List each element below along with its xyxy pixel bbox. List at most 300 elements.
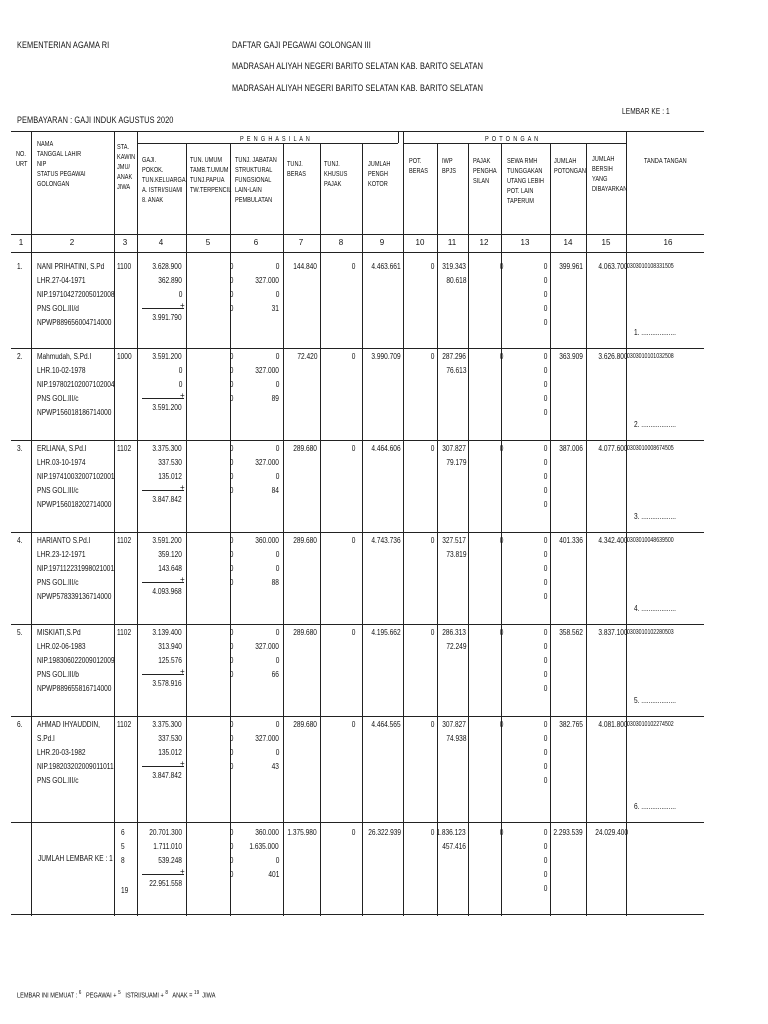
- row-number: 3.: [17, 444, 23, 453]
- table-rule: [468, 143, 469, 916]
- table-rule: [501, 143, 502, 916]
- other-deduction: 0: [543, 828, 547, 837]
- sewa-header-line: TUNGGAKAN: [507, 168, 543, 175]
- position-allowance-item: 0: [275, 262, 279, 271]
- base-salary-item: 20.701.300: [149, 828, 182, 837]
- general-allowance-item: 0: [229, 762, 233, 771]
- base-salary-total: 3.847.842: [152, 495, 182, 504]
- rice-deduction: 0: [430, 536, 434, 545]
- gross-income: 4.464.606: [371, 444, 401, 453]
- table-rule: [320, 143, 321, 916]
- table-rule: [362, 143, 363, 916]
- row-number: 2.: [17, 352, 23, 361]
- general-allowance-item: 0: [229, 748, 233, 757]
- iwp-deduction: 457.416: [442, 842, 466, 851]
- employee-info-line: PNS GOL.III/c: [37, 578, 79, 587]
- position-allowance-item: 401: [268, 870, 279, 879]
- column-number: 13: [520, 238, 530, 247]
- kotor-header-line: KOTOR: [368, 181, 388, 188]
- subtotal-rule: [142, 766, 184, 767]
- table-rule: [11, 440, 704, 441]
- plus-sign: +: [180, 575, 185, 584]
- footer-istri-label: ISTRI/SUAMI +: [125, 992, 164, 1000]
- gross-income: 4.195.662: [371, 628, 401, 637]
- nama-header-line: TANGGAL LAHIR: [37, 151, 82, 158]
- other-deduction: 0: [543, 592, 547, 601]
- footer-jiwa-label: JIWA: [202, 992, 216, 1000]
- no-header-line: NO.: [16, 151, 26, 158]
- other-deduction: 0: [543, 536, 547, 545]
- signature-line: 3. ...................: [634, 512, 676, 521]
- general-allowance-item: 0: [229, 536, 233, 545]
- base-salary-total: 3.578.916: [152, 679, 182, 688]
- base-salary-total: 3.847.842: [152, 771, 182, 780]
- footer-memuat-label: LEMBAR INI MEMUAT :: [17, 992, 78, 1000]
- employee-info-line: NIP.197410032007102001: [37, 472, 115, 481]
- income-tax: 0: [499, 262, 503, 271]
- iwp-header-line: IWP: [442, 158, 453, 165]
- general-allowance-item: 0: [229, 656, 233, 665]
- iwp-deduction: 79.179: [445, 458, 466, 467]
- net-pay: 4.081.800: [598, 720, 628, 729]
- employee-info-line: HARIANTO S.Pd.I: [37, 536, 91, 545]
- other-deduction: 0: [543, 472, 547, 481]
- net-pay: 4.063.700: [598, 262, 628, 271]
- employee-info-line: NIP.198306022009012009: [37, 656, 115, 665]
- other-deduction: 0: [543, 842, 547, 851]
- row-number: 5.: [17, 628, 23, 637]
- total-deduction: 399.961: [559, 262, 583, 271]
- iwp-deduction: 307.827: [442, 720, 466, 729]
- other-deduction: 0: [543, 776, 547, 785]
- rice-allowance: 289.680: [293, 628, 317, 637]
- employee-info-line: LHR.03-10-1974: [37, 458, 86, 467]
- iwp-deduction: 319.343: [442, 262, 466, 271]
- marital-status: 1102: [117, 628, 132, 637]
- total-deduction: 382.765: [559, 720, 583, 729]
- position-allowance-item: 0: [275, 352, 279, 361]
- special-allowance: 0: [351, 262, 355, 271]
- column-number: 6: [253, 238, 259, 247]
- marital-status: 1100: [117, 262, 132, 271]
- school-name-2: MADRASAH ALIYAH NEGERI BARITO SELATAN KAB. BARITO SELATAN: [232, 83, 484, 93]
- income-tax: 0: [499, 536, 503, 545]
- position-allowance-item: 89: [271, 394, 279, 403]
- subtotal-rule: [142, 398, 184, 399]
- rice-allowance: 1.375.980: [287, 828, 317, 837]
- position-allowance-item: 327.000: [255, 642, 279, 651]
- total-deduction: 363.909: [559, 352, 583, 361]
- tunumum-header-line: TUNJ.PAPUA: [190, 177, 225, 184]
- employee-info-line: LHR.10-02-1978: [37, 366, 86, 375]
- employee-info-line: S.Pd.I: [37, 734, 55, 743]
- position-allowance-item: 0: [275, 564, 279, 573]
- iwp-deduction: 72.249: [445, 642, 466, 651]
- employee-info-line: NANI PRIHATINI, S.Pd: [37, 262, 105, 271]
- general-allowance-item: 0: [229, 304, 233, 313]
- gaji-header-line: 8. ANAK: [142, 197, 164, 204]
- net-pay: 4.342.400: [598, 536, 628, 545]
- total-deduction: 401.336: [559, 536, 583, 545]
- other-deduction: 0: [543, 500, 547, 509]
- net-pay: 4.077.600: [598, 444, 628, 453]
- employee-info-line: PNS GOL.III/b: [37, 670, 79, 679]
- other-deduction: 0: [543, 458, 547, 467]
- other-deduction: 0: [543, 720, 547, 729]
- bank-account: 0303010008674505: [627, 445, 674, 452]
- gross-income: 4.463.661: [371, 262, 401, 271]
- special-allowance: 0: [351, 536, 355, 545]
- base-salary-item: 135.012: [158, 472, 182, 481]
- employee-info-line: NIP.197104272005012008: [37, 290, 115, 299]
- special-allowance: 0: [351, 720, 355, 729]
- total-deduction: 387.006: [559, 444, 583, 453]
- row-number: 1.: [17, 262, 23, 271]
- nama-header-line: NAMA: [37, 141, 54, 148]
- table-rule: [398, 131, 399, 143]
- other-deduction: 0: [543, 318, 547, 327]
- table-rule: [283, 143, 284, 916]
- general-allowance-item: 0: [229, 642, 233, 651]
- base-salary-item: 3.375.300: [152, 444, 182, 453]
- position-allowance-item: 0: [275, 628, 279, 637]
- position-allowance-item: 43: [271, 762, 279, 771]
- other-deduction: 0: [543, 628, 547, 637]
- table-rule: [11, 348, 704, 349]
- pajak-header-line: SILAN: [473, 178, 490, 185]
- special-allowance: 0: [351, 444, 355, 453]
- base-salary-item: 143.648: [158, 564, 182, 573]
- table-rule: [403, 131, 404, 916]
- other-deduction: 0: [543, 366, 547, 375]
- other-deduction: 0: [543, 884, 547, 893]
- special-allowance: 0: [351, 352, 355, 361]
- tunjab-header-line: PEMBULATAN: [235, 197, 273, 204]
- signature-line: 4. ...................: [634, 604, 676, 613]
- total-deduction: 358.562: [559, 628, 583, 637]
- net-pay: 24.029.400: [595, 828, 628, 837]
- bersih-header-line: DIBAYARKAN: [592, 186, 628, 193]
- base-salary-total: 3.591.200: [152, 403, 182, 412]
- other-deduction: 0: [543, 408, 547, 417]
- base-salary-item: 359.120: [158, 550, 182, 559]
- net-pay: 3.626.800: [598, 352, 628, 361]
- gaji-header-line: POKOK.: [142, 167, 164, 174]
- general-allowance-item: 0: [229, 670, 233, 679]
- special-allowance: 0: [351, 628, 355, 637]
- employee-info-line: LHR.27-04-1971: [37, 276, 86, 285]
- potberas-header-line: BERAS: [409, 168, 428, 175]
- potongan-header: P O T O N G A N: [485, 136, 540, 143]
- other-deduction: 0: [543, 748, 547, 757]
- khusus-header-line: KHUSUS: [324, 171, 348, 178]
- footer-istri-value: 8: [165, 990, 168, 996]
- subtotal-rule: [142, 308, 184, 309]
- table-rule: [31, 131, 32, 916]
- base-salary-item: 3.628.900: [152, 262, 182, 271]
- employee-info-line: NIP.198203202009011011: [37, 762, 114, 771]
- beras-header-line: TUNJ.: [287, 161, 303, 168]
- other-deduction: 0: [543, 262, 547, 271]
- base-salary-item: 125.576: [158, 656, 182, 665]
- iwp-deduction: 286.313: [442, 628, 466, 637]
- potberas-header-line: POT.: [409, 158, 422, 165]
- general-allowance-item: 0: [229, 290, 233, 299]
- other-deduction: 0: [543, 856, 547, 865]
- table-rule: [626, 131, 627, 916]
- marital-status: 1102: [117, 536, 132, 545]
- general-allowance-item: 0: [229, 458, 233, 467]
- total-status-sum: 19: [121, 886, 129, 895]
- position-allowance-item: 360.000: [255, 536, 279, 545]
- subtotal-rule: [142, 582, 184, 583]
- marital-status: 1102: [117, 444, 132, 453]
- income-tax: 0: [499, 444, 503, 453]
- income-tax: 0: [499, 352, 503, 361]
- sewa-header-line: POT. LAIN: [507, 188, 534, 195]
- rice-allowance: 289.680: [293, 444, 317, 453]
- other-deduction: 0: [543, 290, 547, 299]
- general-allowance-item: 0: [229, 262, 233, 271]
- jmlpot-header-line: JUMLAH: [554, 158, 577, 165]
- table-rule: [11, 716, 704, 717]
- marital-status: 1000: [117, 352, 132, 361]
- tunumum-header-line: TW.TERPENCIL: [190, 187, 232, 194]
- bersih-header-line: YANG: [592, 176, 608, 183]
- other-deduction: 0: [543, 486, 547, 495]
- employee-info-line: NPWP889655816714000: [37, 684, 112, 693]
- iwp-deduction: 73.819: [445, 550, 466, 559]
- pajak-header-line: PENGHA: [473, 168, 497, 175]
- base-salary-item: 337.530: [158, 734, 182, 743]
- footer-pegawai-label: PEGAWAI +: [86, 992, 117, 1000]
- table-rule: [550, 143, 551, 916]
- no-header-line: URT: [16, 161, 28, 168]
- column-number: 16: [663, 238, 673, 247]
- base-salary-item: 313.940: [158, 642, 182, 651]
- general-allowance-item: 0: [229, 842, 233, 851]
- position-allowance-item: 0: [275, 550, 279, 559]
- position-allowance-item: 0: [275, 444, 279, 453]
- general-allowance-item: 0: [229, 628, 233, 637]
- table-rule: [586, 143, 587, 916]
- general-allowance-item: 0: [229, 564, 233, 573]
- iwp-deduction: 1.836.123: [436, 828, 466, 837]
- position-allowance-item: 1.635.000: [249, 842, 279, 851]
- position-allowance-item: 0: [275, 856, 279, 865]
- plus-sign: +: [180, 391, 185, 400]
- position-allowance-item: 0: [275, 656, 279, 665]
- bank-account: 0303010048639500: [627, 537, 674, 544]
- base-salary-item: 135.012: [158, 748, 182, 757]
- rice-deduction: 0: [430, 628, 434, 637]
- ministry-name: KEMENTERIAN AGAMA RI: [17, 40, 110, 50]
- gross-income: 3.990.709: [371, 352, 401, 361]
- position-allowance-item: 66: [271, 670, 279, 679]
- column-number: 4: [158, 238, 164, 247]
- rice-allowance: 144.840: [293, 262, 317, 271]
- gross-income: 4.743.736: [371, 536, 401, 545]
- employee-info-line: MISKIATI,S.Pd: [37, 628, 81, 637]
- employee-info-line: PNS GOL.III/c: [37, 394, 79, 403]
- rice-allowance: 72.420: [296, 352, 317, 361]
- nama-header-line: NIP: [37, 161, 47, 168]
- gaji-header-line: TUN.KELUARGA: [142, 177, 186, 184]
- column-number: 11: [447, 238, 457, 247]
- nama-header-line: GOLONGAN: [37, 181, 70, 188]
- bank-account: 0303010101032508: [627, 353, 674, 360]
- employee-info-line: LHR.20-03-1982: [37, 748, 86, 757]
- iwp-deduction: 307.827: [442, 444, 466, 453]
- signature-line: 2. ...................: [634, 420, 676, 429]
- sewa-header-line: UTANG LEBIH: [507, 178, 544, 185]
- gross-income: 26.322.939: [368, 828, 401, 837]
- column-number: 7: [298, 238, 304, 247]
- employee-info-line: PNS GOL.III/c: [37, 486, 79, 495]
- employee-info-line: PNS GOL.III/c: [37, 776, 79, 785]
- row-number: 4.: [17, 536, 23, 545]
- base-salary-item: 3.591.200: [152, 352, 182, 361]
- beras-header-line: BERAS: [287, 171, 306, 178]
- gaji-header-line: A. ISTRI/SUAMI: [142, 187, 183, 194]
- table-rule: [137, 131, 138, 916]
- employee-info-line: NPWP578339136714000: [37, 592, 112, 601]
- school-name-1: MADRASAH ALIYAH NEGERI BARITO SELATAN KAB. BARITO SELATAN: [232, 61, 484, 71]
- iwp-deduction: 74.938: [445, 734, 466, 743]
- base-salary-item: 3.591.200: [152, 536, 182, 545]
- general-allowance-item: 0: [229, 366, 233, 375]
- base-salary-item: 3.139.400: [152, 628, 182, 637]
- table-rule: [11, 624, 704, 625]
- plus-sign: +: [180, 867, 185, 876]
- subtotal-rule: [142, 874, 184, 875]
- other-deduction: 0: [543, 578, 547, 587]
- penghasilan-header: P E N G H A S I L A N: [240, 136, 311, 143]
- other-deduction: 0: [543, 394, 547, 403]
- khusus-header-line: PAJAK: [324, 181, 342, 188]
- column-number: 10: [415, 238, 425, 247]
- net-pay: 3.837.100: [598, 628, 628, 637]
- ttd-header: TANDA TANGAN: [644, 158, 687, 165]
- column-number: 5: [205, 238, 211, 247]
- signature-line: 6. ...................: [634, 802, 676, 811]
- position-allowance-item: 327.000: [255, 734, 279, 743]
- tunjab-header-line: LAIN-LAIN: [235, 187, 262, 194]
- other-deduction: 0: [543, 642, 547, 651]
- position-allowance-item: 0: [275, 290, 279, 299]
- income-tax: 0: [499, 720, 503, 729]
- rice-deduction: 0: [430, 352, 434, 361]
- other-deduction: 0: [543, 670, 547, 679]
- other-deduction: 0: [543, 734, 547, 743]
- row-number: 6.: [17, 720, 23, 729]
- column-number: 14: [563, 238, 573, 247]
- gaji-header-line: GAJI.: [142, 157, 157, 164]
- column-number: 8: [338, 238, 344, 247]
- general-allowance-item: 0: [229, 276, 233, 285]
- rice-deduction: 0: [430, 444, 434, 453]
- table-rule: [114, 131, 115, 916]
- general-allowance-item: 0: [229, 734, 233, 743]
- base-salary-item: 0: [178, 290, 182, 299]
- bersih-header-line: JUMLAH: [592, 156, 615, 163]
- column-number: 3: [122, 238, 128, 247]
- rice-deduction: 0: [430, 720, 434, 729]
- sewa-header-line: SEWA RMH: [507, 158, 538, 165]
- subtotal-rule: [142, 674, 184, 675]
- footer-pegawai-value: 5: [118, 990, 121, 996]
- jmlpot-header-line: POTONGAN: [554, 168, 586, 175]
- special-allowance: 0: [351, 828, 355, 837]
- employee-info-line: NPWP156018186714000: [37, 408, 112, 417]
- total-deduction: 2.293.539: [553, 828, 583, 837]
- table-rule: [11, 914, 704, 915]
- general-allowance-item: 0: [229, 828, 233, 837]
- position-allowance-item: 0: [275, 472, 279, 481]
- base-salary-item: 362.890: [158, 276, 182, 285]
- footer-anak-value: 19: [194, 990, 200, 996]
- base-salary-item: 0: [178, 366, 182, 375]
- sta-header-line: JIWA: [117, 184, 131, 191]
- income-tax: 0: [499, 828, 503, 837]
- signature-line: 5. ...................: [634, 696, 676, 705]
- position-allowance-item: 31: [271, 304, 279, 313]
- employee-info-line: LHR.23-12-1971: [37, 550, 86, 559]
- bank-account: 0303010102280503: [627, 629, 674, 636]
- sheet-label: LEMBAR KE : 1: [622, 107, 670, 116]
- position-allowance-item: 84: [271, 486, 279, 495]
- general-allowance-item: 0: [229, 352, 233, 361]
- general-allowance-item: 0: [229, 870, 233, 879]
- document-title: DAFTAR GAJI PEGAWAI GOLONGAN III: [232, 40, 371, 50]
- employee-info-line: AHMAD IHYAUDDIN,: [37, 720, 100, 729]
- position-allowance-item: 327.000: [255, 366, 279, 375]
- pajak-header-line: PAJAK: [473, 158, 491, 165]
- table-rule: [186, 143, 187, 916]
- employee-info-line: Mahmudah, S.Pd.I: [37, 352, 92, 361]
- general-allowance-item: 0: [229, 472, 233, 481]
- footer-summary: [17, 990, 215, 999]
- sewa-header-line: TAPERUM: [507, 198, 534, 205]
- general-allowance-item: 0: [229, 856, 233, 865]
- employee-info-line: LHR.02-06-1983: [37, 642, 86, 651]
- rice-allowance: 289.680: [293, 536, 317, 545]
- other-deduction: 0: [543, 550, 547, 559]
- general-allowance-item: 0: [229, 380, 233, 389]
- column-number: 15: [601, 238, 611, 247]
- rice-deduction: 0: [430, 828, 434, 837]
- general-allowance-item: 0: [229, 578, 233, 587]
- plus-sign: +: [180, 759, 185, 768]
- total-label: JUMLAH LEMBAR KE : 1: [38, 854, 113, 863]
- position-allowance-item: 0: [275, 380, 279, 389]
- signature-line: 1. ...................: [634, 328, 676, 337]
- tunjab-header-line: STRUKTURAL: [235, 167, 273, 174]
- marital-status: 1102: [117, 720, 132, 729]
- position-allowance-item: 360.000: [255, 828, 279, 837]
- other-deduction: 0: [543, 380, 547, 389]
- table-rule: [11, 822, 704, 823]
- bank-account: 0303010108331505: [627, 263, 674, 270]
- iwp-deduction: 287.296: [442, 352, 466, 361]
- base-salary-item: 3.375.300: [152, 720, 182, 729]
- kotor-header-line: PENGH: [368, 171, 388, 178]
- iwp-header-line: BPJS: [442, 168, 457, 175]
- employee-info-line: PNS GOL.III/d: [37, 304, 79, 313]
- tunjab-header-line: TUNJ. JABATAN: [235, 157, 277, 164]
- table-rule: [11, 532, 704, 533]
- rice-allowance: 289.680: [293, 720, 317, 729]
